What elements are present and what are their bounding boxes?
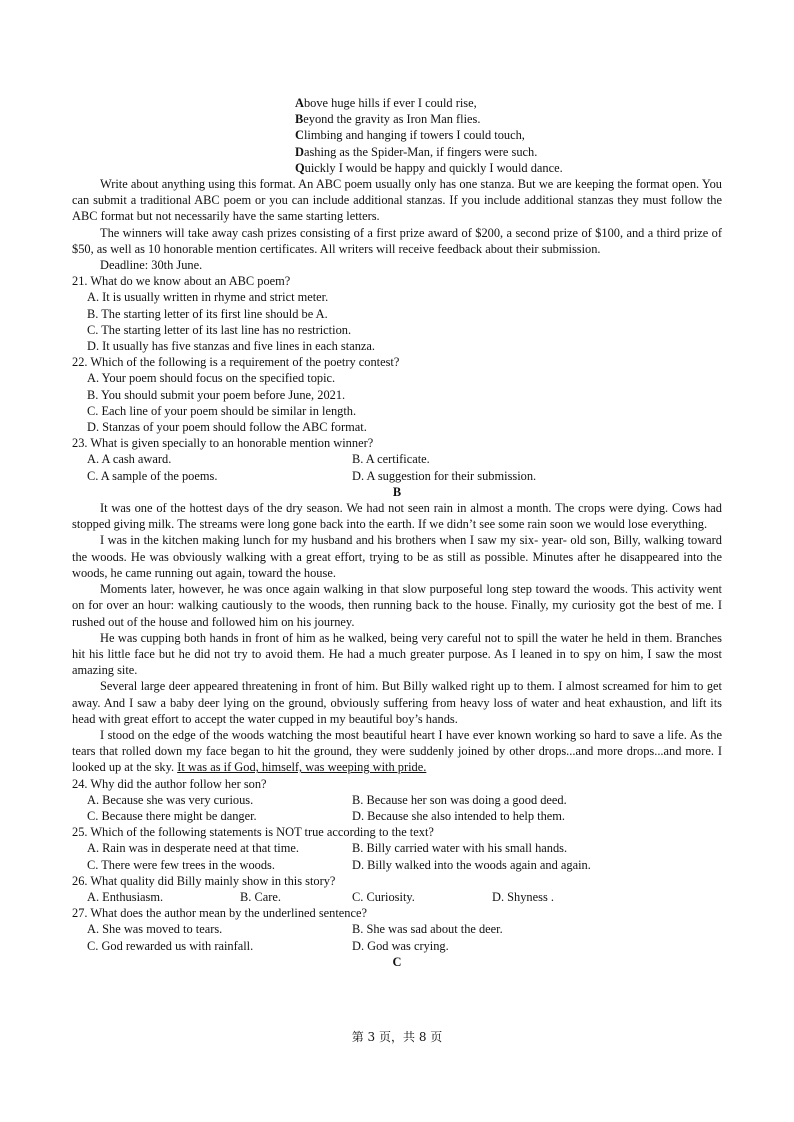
paragraph: I was in the kitchen making lunch for my husband and his brothers when I saw my six- year- old son, Billy, walking toward the woods. He was obviously walking with a great effort, trying to be as still as possible. Minutes after he disappeared into the woods, he came running out again, toward the house.	[72, 533, 722, 580]
poem-line: Climbing and hanging if towers I could touch,	[295, 128, 525, 143]
option-c: C. There were few trees in the woods.	[87, 857, 275, 872]
question-24	[72, 776, 722, 825]
question-stem: 24. Why did the author follow her son?	[72, 776, 267, 791]
poem-line: Beyond the gravity as Iron Man flies.	[295, 112, 481, 127]
option-d: D. It usually has five stanzas and five lines in each stanza.	[87, 339, 375, 354]
option-c: C. A sample of the poems.	[87, 468, 218, 483]
option-a: A. She was moved to tears.	[87, 922, 223, 937]
deadline: Deadline: 30th June.	[100, 258, 203, 273]
question-stem: 23. What is given specially to an honorable mention winner?	[72, 436, 374, 451]
question-stem: 22. Which of the following is a requirement of the poetry contest?	[72, 355, 400, 370]
question-26	[72, 873, 722, 905]
question-stem: 26. What quality did Billy mainly show in this story?	[72, 873, 336, 888]
option-d: D. Stanzas of your poem should follow the ABC format.	[87, 420, 367, 435]
option-d: D. God was crying.	[352, 938, 449, 953]
option-d: D. A suggestion for their submission.	[352, 468, 537, 483]
section-heading-b: B	[392, 484, 402, 499]
option-d: D. Billy walked into the woods again and again.	[352, 857, 591, 872]
paragraph: Moments later, however, he was once again walking in that slow purposeful long step toward the woods. This activity went on for over an hour: walking cautiously to the woods, then running back to the house. Finally, my curiosity got the best of me. I rushed out of the house and followed him on his journey.	[72, 582, 722, 629]
option-b: B. The starting letter of its first line should be A.	[87, 306, 328, 321]
paragraph: Write about anything using this format. An ABC poem usually only has one stanza. But we are keeping the format open. You can submit a traditional ABC poem or you can include additional stanzas. If you include additional stanzas they must follow the ABC format but not necessarily have the same starting letters.	[72, 177, 722, 224]
option-a: A. Because she was very curious.	[87, 792, 254, 807]
option-d: D. Shyness .	[492, 889, 554, 904]
paragraph: Several large deer appeared threatening in front of him. But Billy walked right up to them. I almost screamed for him to get away. And I saw a baby deer lying on the ground, obviously suffering from heavy loss of water and heat exhaustion, and lift its head with great effort to accept the water cupped in my beautiful boy’s hands.	[72, 679, 722, 726]
poem-line: Dashing as the Spider-Man, if fingers were such.	[295, 144, 538, 159]
poem-line: Quickly I would be happy and quickly I would dance.	[295, 160, 563, 175]
option-a: A. Rain was in desperate need at that time.	[87, 841, 299, 856]
page-footer: 第 3 页，共 8 页	[351, 1030, 443, 1044]
question-27	[72, 905, 722, 954]
question-stem: 27. What does the author mean by the underlined sentence?	[72, 906, 367, 921]
underlined-sentence: It was as if God, himself, was weeping with pride.	[177, 760, 427, 775]
paragraph: The winners will take away cash prizes consisting of a first prize award of $200, a second prize of $100, and a third prize of $50, as well as 10 honorable mention certificates. All writers will receive feedback about their submission.	[72, 225, 722, 256]
option-b: B. Billy carried water with his small hands.	[352, 841, 568, 856]
question-stem: 21. What do we know about an ABC poem?	[72, 274, 291, 289]
option-c: C. Curiosity.	[352, 889, 415, 904]
option-b: B. She was sad about the deer.	[352, 922, 503, 937]
option-a: A. A cash award.	[87, 452, 172, 467]
option-a: A. Your poem should focus on the specified topic.	[87, 371, 336, 386]
question-23	[72, 435, 722, 484]
poem-line: Above huge hills if ever I could rise,	[295, 96, 477, 110]
paragraph: I stood on the edge of the woods watching the most beautiful heart I have ever known working so hard to save a life. As the tears that rolled down my face began to hit the ground, they were suddenly joined by other drops...and more drops...and more. I looked up at the sky. It was as if God, himself, was weeping with pride.	[72, 727, 722, 775]
question-25	[72, 824, 722, 873]
option-c: C. God rewarded us with rainfall.	[87, 938, 254, 953]
paragraph: It was one of the hottest days of the dry season. We had not seen rain in almost a month. The crops were dying. Cows had stopped giving milk. The streams were long gone back into the earth. If we didn’t see some rain soon we would lose everything.	[72, 501, 722, 532]
question-21	[72, 273, 722, 354]
option-b: B. Care.	[240, 889, 281, 904]
option-c: C. The starting letter of its last line has no restriction.	[87, 322, 352, 337]
option-d: D. Because she also intended to help them.	[352, 808, 565, 823]
question-stem: 25. Which of the following statements is NOT true according to the text?	[72, 825, 434, 840]
paragraph: He was cupping both hands in front of him as he walked, being very careful not to spill the water he held in them. Branches hit his little face but he did not try to avoid them. He had a much greater purpose. As I leaned in to spy on him, I saw the most amazing site.	[72, 630, 722, 678]
option-b: B. You should submit your poem before June, 2021.	[87, 387, 346, 402]
option-a: A. It is usually written in rhyme and strict meter.	[87, 290, 329, 305]
option-a: A. Enthusiasm.	[87, 889, 164, 904]
option-b: B. Because her son was doing a good deed.	[352, 792, 567, 807]
option-c: C. Each line of your poem should be similar in length.	[87, 403, 357, 418]
section-heading-c: C	[392, 954, 402, 969]
abc-poem	[295, 95, 722, 176]
document-page	[72, 95, 722, 970]
option-b: B. A certificate.	[352, 452, 430, 467]
option-c: C. Because there might be danger.	[87, 808, 257, 823]
question-22	[72, 354, 722, 435]
